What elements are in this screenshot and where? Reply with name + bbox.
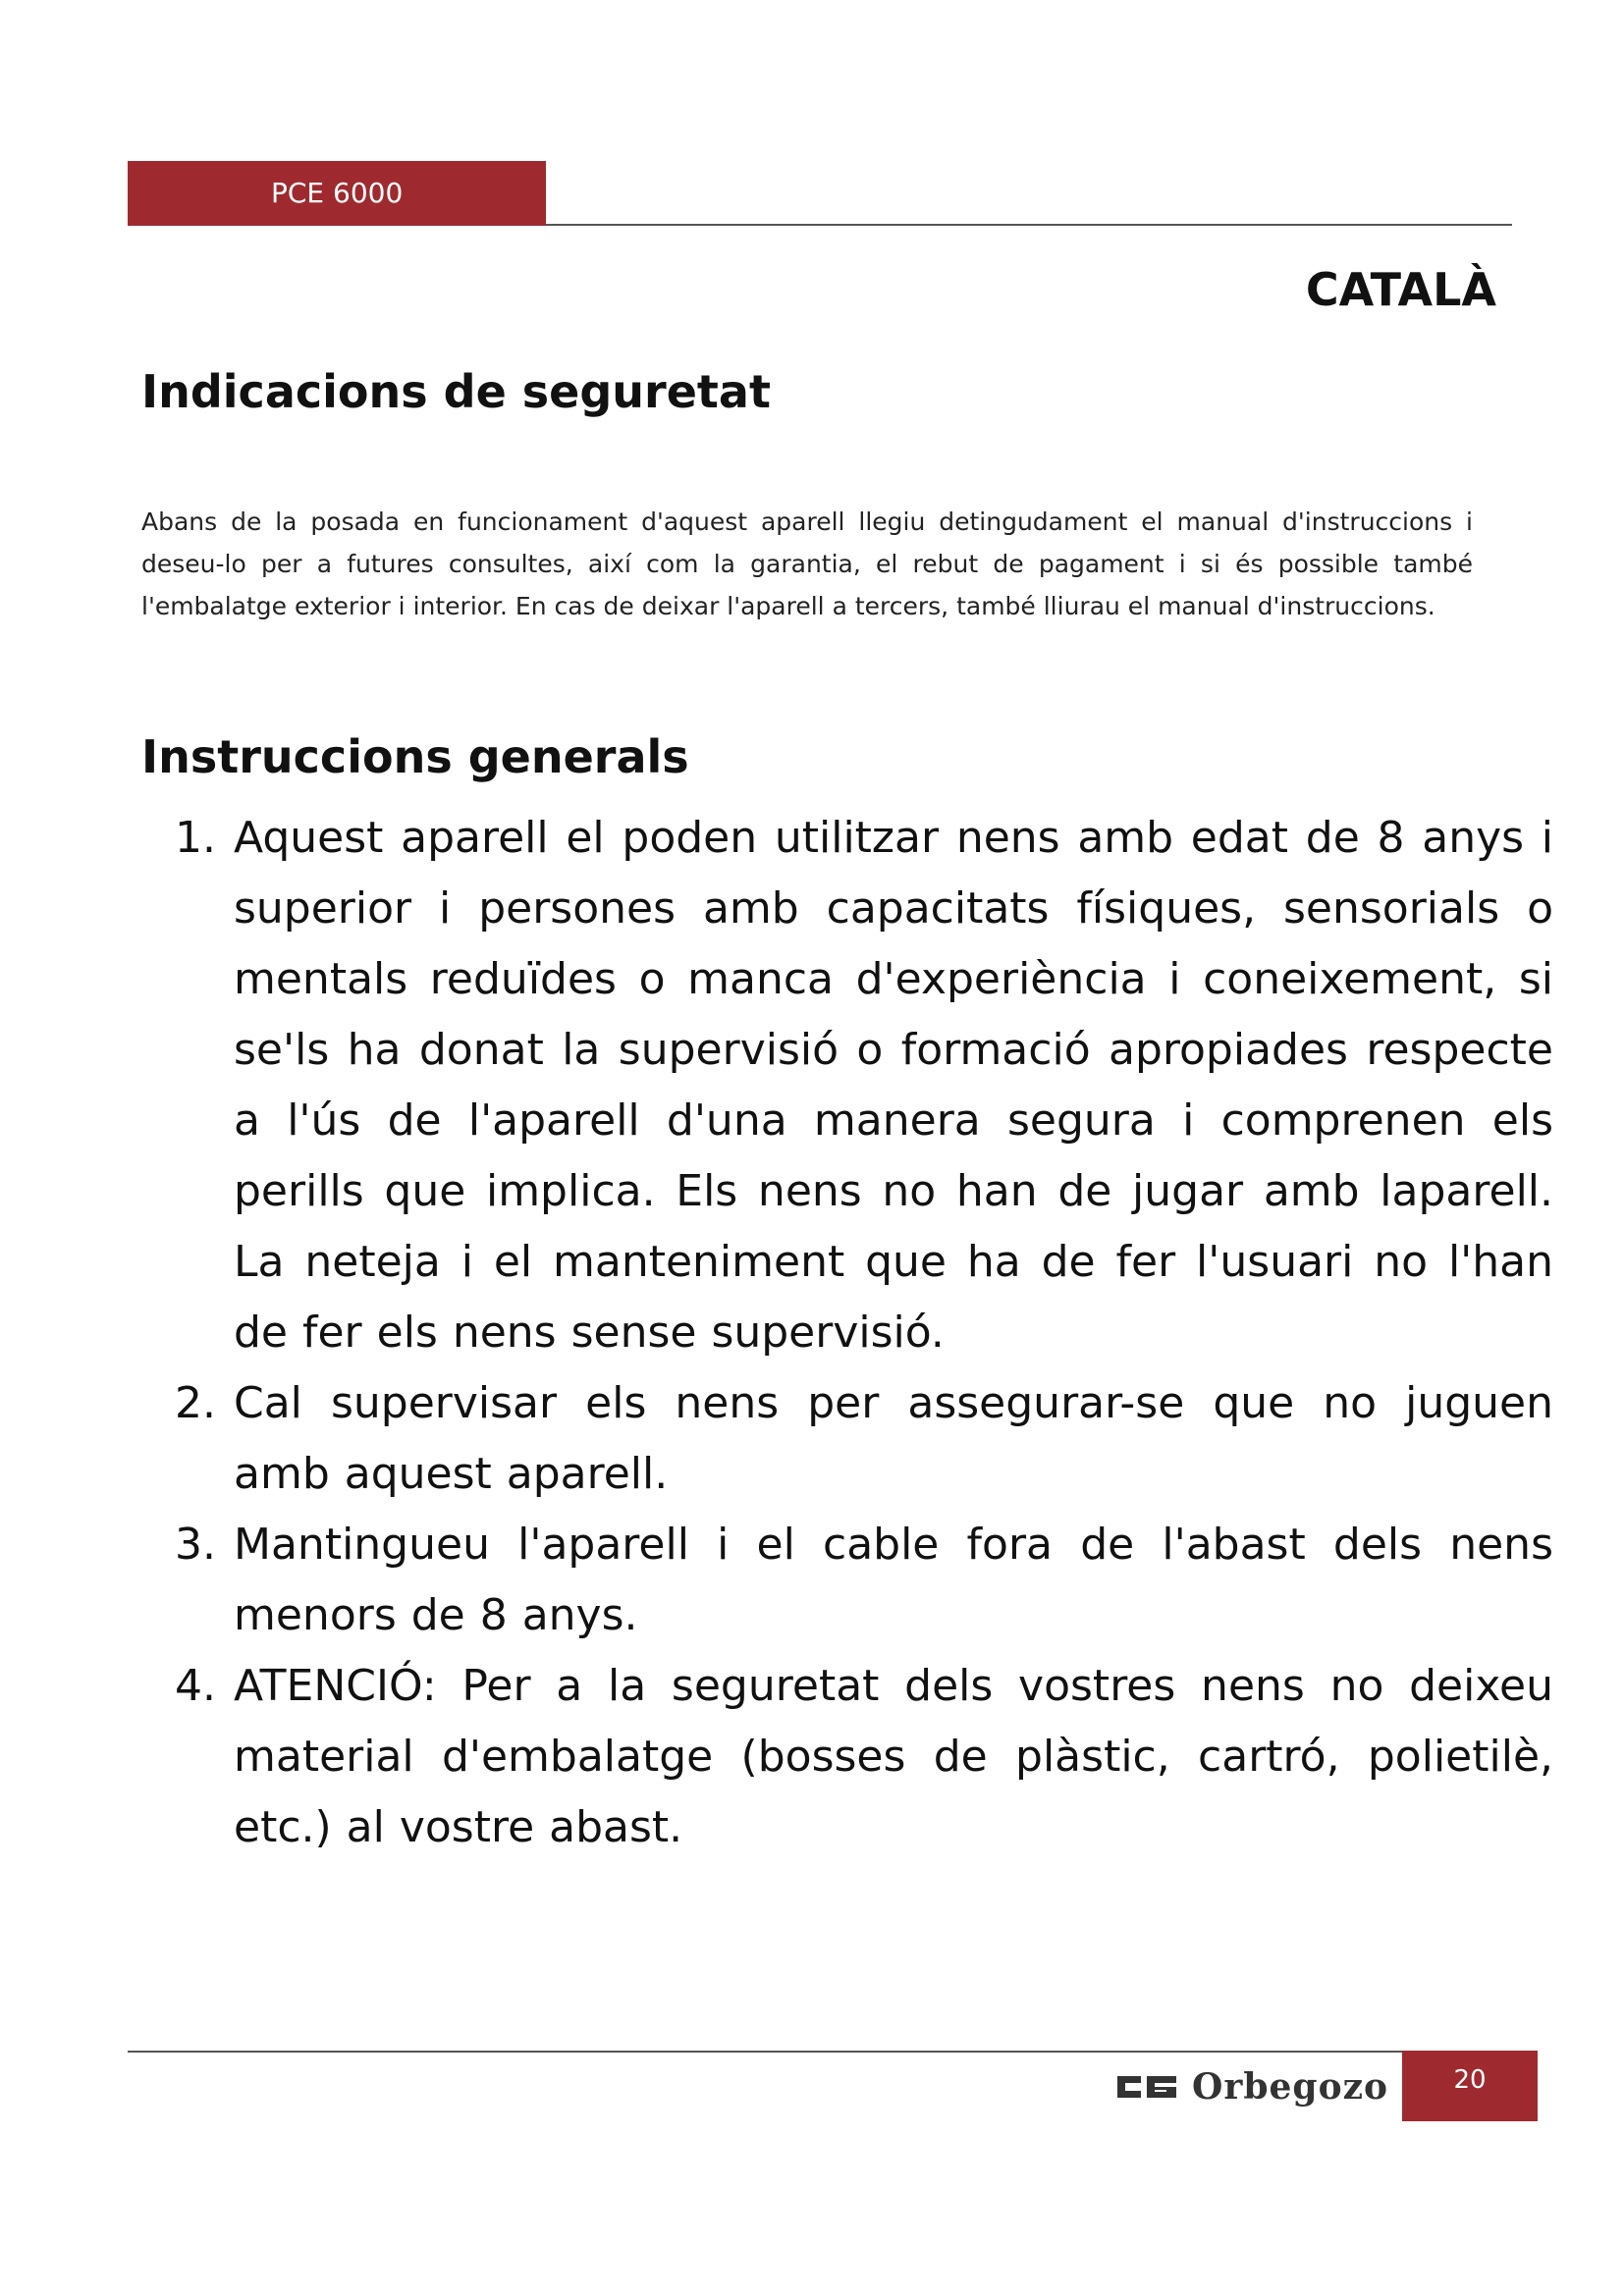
item-text: ATENCIÓ: Per a la seguretat dels vostres nens no deixeu material d'embalatge (bosses de plàstic, cartró, polietilè, etc.) al vostre abast.: [234, 1661, 1553, 1852]
safety-paragraph: Abans de la posada en funcionament d'aquest aparell llegiu detingudament el manual d'instruccions i deseu-lo per a futures consultes, així com la garantia, el rebut de pagament i si és possible també l'embalatge exterior i interior. En cas de deixar l'aparell a tercers, també lliurau el manual d'instruccions.: [141, 507, 1473, 620]
instruction-item-4: [147, 1651, 1553, 1863]
item-number: 3.: [175, 1520, 216, 1570]
page-number-badge: [1402, 2051, 1538, 2121]
item-number: 2.: [175, 1378, 216, 1428]
instruction-item-2: [147, 1368, 1553, 1510]
brand-logo: [1117, 2065, 1388, 2109]
item-text: Mantingueu l'aparell i el cable fora de l'abast dels nens menors de 8 anys.: [234, 1520, 1553, 1640]
instruction-list: [147, 803, 1553, 1863]
instruction-item-1: [147, 803, 1553, 1368]
header-divider: [546, 224, 1512, 226]
item-text: Aquest aparell el poden utilitzar nens amb edat de 8 anys i superior i persones amb capacitats físiques, sensorials o mentals reduïdes o manca d'experiència i coneixement, si se'ls ha donat la supervisió o formació apropiades respecte a l'ús de l'aparell d'una manera segura i comprenen els perills que implica. Els nens no han de jugar amb laparell. La neteja i el manteniment que ha de fer l'usuari no l'han de fer els nens sense supervisió.: [234, 813, 1553, 1358]
footer-divider: [128, 2051, 1402, 2053]
instruction-item-3: [147, 1510, 1553, 1651]
item-text: Cal supervisar els nens per assegurar-se que no juguen amb aquest aparell.: [234, 1378, 1553, 1499]
model-tab: [128, 161, 546, 226]
model-label: PCE 6000: [271, 177, 404, 209]
general-instructions-heading: Instruccions generals: [141, 730, 689, 783]
language-title: CATALÀ: [1305, 263, 1496, 316]
page-number: 20: [1453, 2065, 1487, 2095]
brand-wordmark: Orbegozo: [1192, 2066, 1389, 2108]
item-number: 4.: [175, 1661, 216, 1711]
item-number: 1.: [175, 813, 216, 863]
brand-mark-icon: [1117, 2072, 1178, 2102]
safety-heading: Indicacions de seguretat: [141, 365, 771, 418]
